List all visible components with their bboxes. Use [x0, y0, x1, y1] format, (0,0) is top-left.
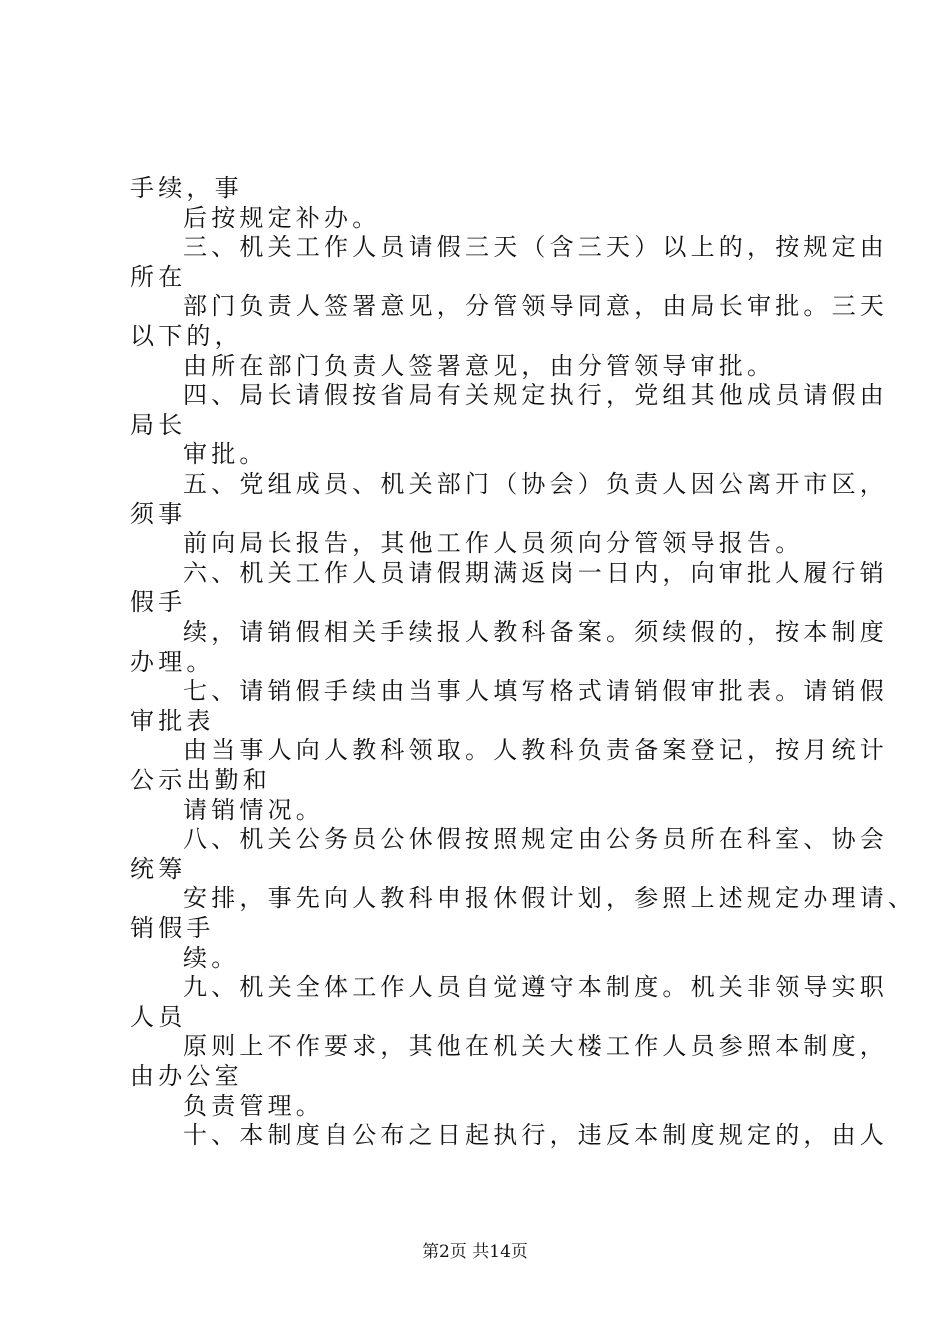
text-line: 续。	[183, 943, 240, 972]
text-line: 人员	[130, 1002, 187, 1031]
text-line: 须事	[130, 499, 187, 528]
text-line: 后按规定补办。	[183, 203, 381, 232]
text-line: 假手	[130, 588, 187, 617]
text-line: 局长	[130, 410, 187, 439]
text-line: 安排，事先向人教科申报休假计划，参照上述规定办理请、	[183, 884, 917, 913]
text-line: 九、机关全体工作人员自觉遵守本制度。机关非领导实职	[183, 973, 888, 1002]
text-line: 续，请销假相关手续报人教科备案。须续假的，按本制度	[183, 618, 888, 646]
text-line: 七、请销假手续由当事人填写格式请销假审批表。请销假	[183, 677, 888, 706]
text-line: 统筹	[130, 854, 187, 883]
text-line: 审批表	[130, 706, 215, 735]
text-line: 销假手	[130, 914, 215, 942]
text-line: 请销情况。	[183, 795, 324, 824]
text-line: 审批。	[183, 440, 268, 469]
text-line: 办理。	[130, 647, 215, 676]
text-line: 四、局长请假按省局有关规定执行，党组其他成员请假由	[183, 381, 888, 410]
text-line: 所在	[130, 262, 187, 291]
text-line: 八、机关公务员公休假按照规定由公务员所在科室、协会	[183, 825, 888, 854]
text-line: 由所在部门负责人签署意见，由分管领导审批。	[183, 351, 776, 380]
text-line: 前向局长报告，其他工作人员须向分管领导报告。	[183, 529, 804, 558]
text-line: 五、党组成员、机关部门（协会）负责人因公离开市区，	[183, 470, 888, 498]
text-line: 由办公室	[130, 1062, 243, 1090]
text-line: 六、机关工作人员请假期满返岗一日内，向审批人履行销	[183, 558, 888, 587]
text-line: 十、本制度自公布之日起执行，违反本制度规定的，由人	[183, 1121, 888, 1150]
text-line: 负责管理。	[183, 1091, 324, 1120]
text-line: 由当事人向人教科领取。人教科负责备案登记，按月统计	[183, 736, 888, 765]
text-line: 以下的，	[130, 322, 243, 350]
text-line: 部门负责人签署意见，分管领导同意，由局长审批。三天	[183, 292, 888, 321]
text-line: 公示出勤和	[130, 766, 271, 794]
text-line: 原则上不作要求，其他在机关大楼工作人员参照本制度，	[183, 1032, 888, 1061]
page-footer: 第2页 共14页	[422, 1242, 528, 1262]
text-line: 手续，事	[130, 174, 243, 202]
text-line: 三、机关工作人员请假三天（含三天）以上的，按规定由	[183, 233, 888, 262]
